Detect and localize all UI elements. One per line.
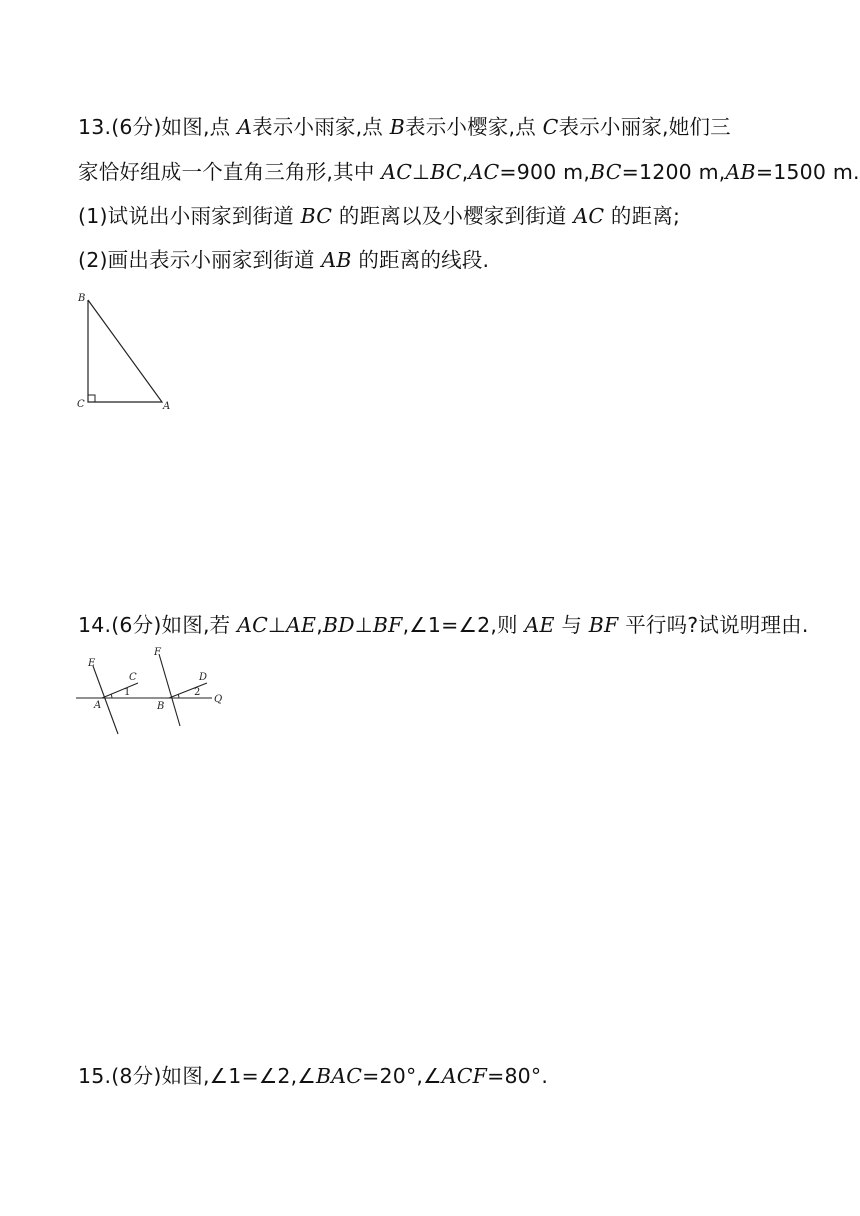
problem-14-line-1: 14.(6分)如图,若 AC⊥AE,BD⊥BF,∠1=∠2,则 AE 与 BF 平行吗?试说明理由.	[78, 613, 809, 637]
label-a: A	[94, 700, 102, 711]
right-triangle-figure	[72, 292, 182, 414]
label-b: B	[78, 293, 86, 304]
problem-15-line-1: 15.(8分)如图,∠1=∠2,∠BAC=20°,∠ACF=80°.	[78, 1064, 549, 1088]
label-a: A	[163, 401, 171, 412]
label-b: B	[157, 701, 165, 712]
label-c: C	[129, 672, 137, 683]
label-e: E	[88, 658, 96, 669]
problem-13-part-2: (2)画出表示小丽家到街道 AB 的距离的线段.	[78, 248, 490, 272]
label-d: D	[199, 672, 208, 683]
angle-1-label: 1	[124, 687, 131, 698]
label-c: C	[77, 399, 85, 410]
problem-13-line-2: 家恰好组成一个直角三角形,其中 AC⊥BC,AC=900 m,BC=1200 m,AB=1500 m.	[78, 160, 860, 184]
angle-2-label: 2	[194, 687, 201, 698]
label-q: Q	[214, 694, 223, 705]
label-f: F	[154, 647, 161, 658]
problem-13-line-1: 13.(6分)如图,点 A表示小雨家,点 B表示小樱家,点 C表示小丽家,她们三	[78, 115, 731, 139]
parallel-lines-figure	[74, 646, 234, 736]
problem-13-part-1: (1)试说出小雨家到街道 BC 的距离以及小樱家到街道 AC 的距离;	[78, 204, 681, 228]
